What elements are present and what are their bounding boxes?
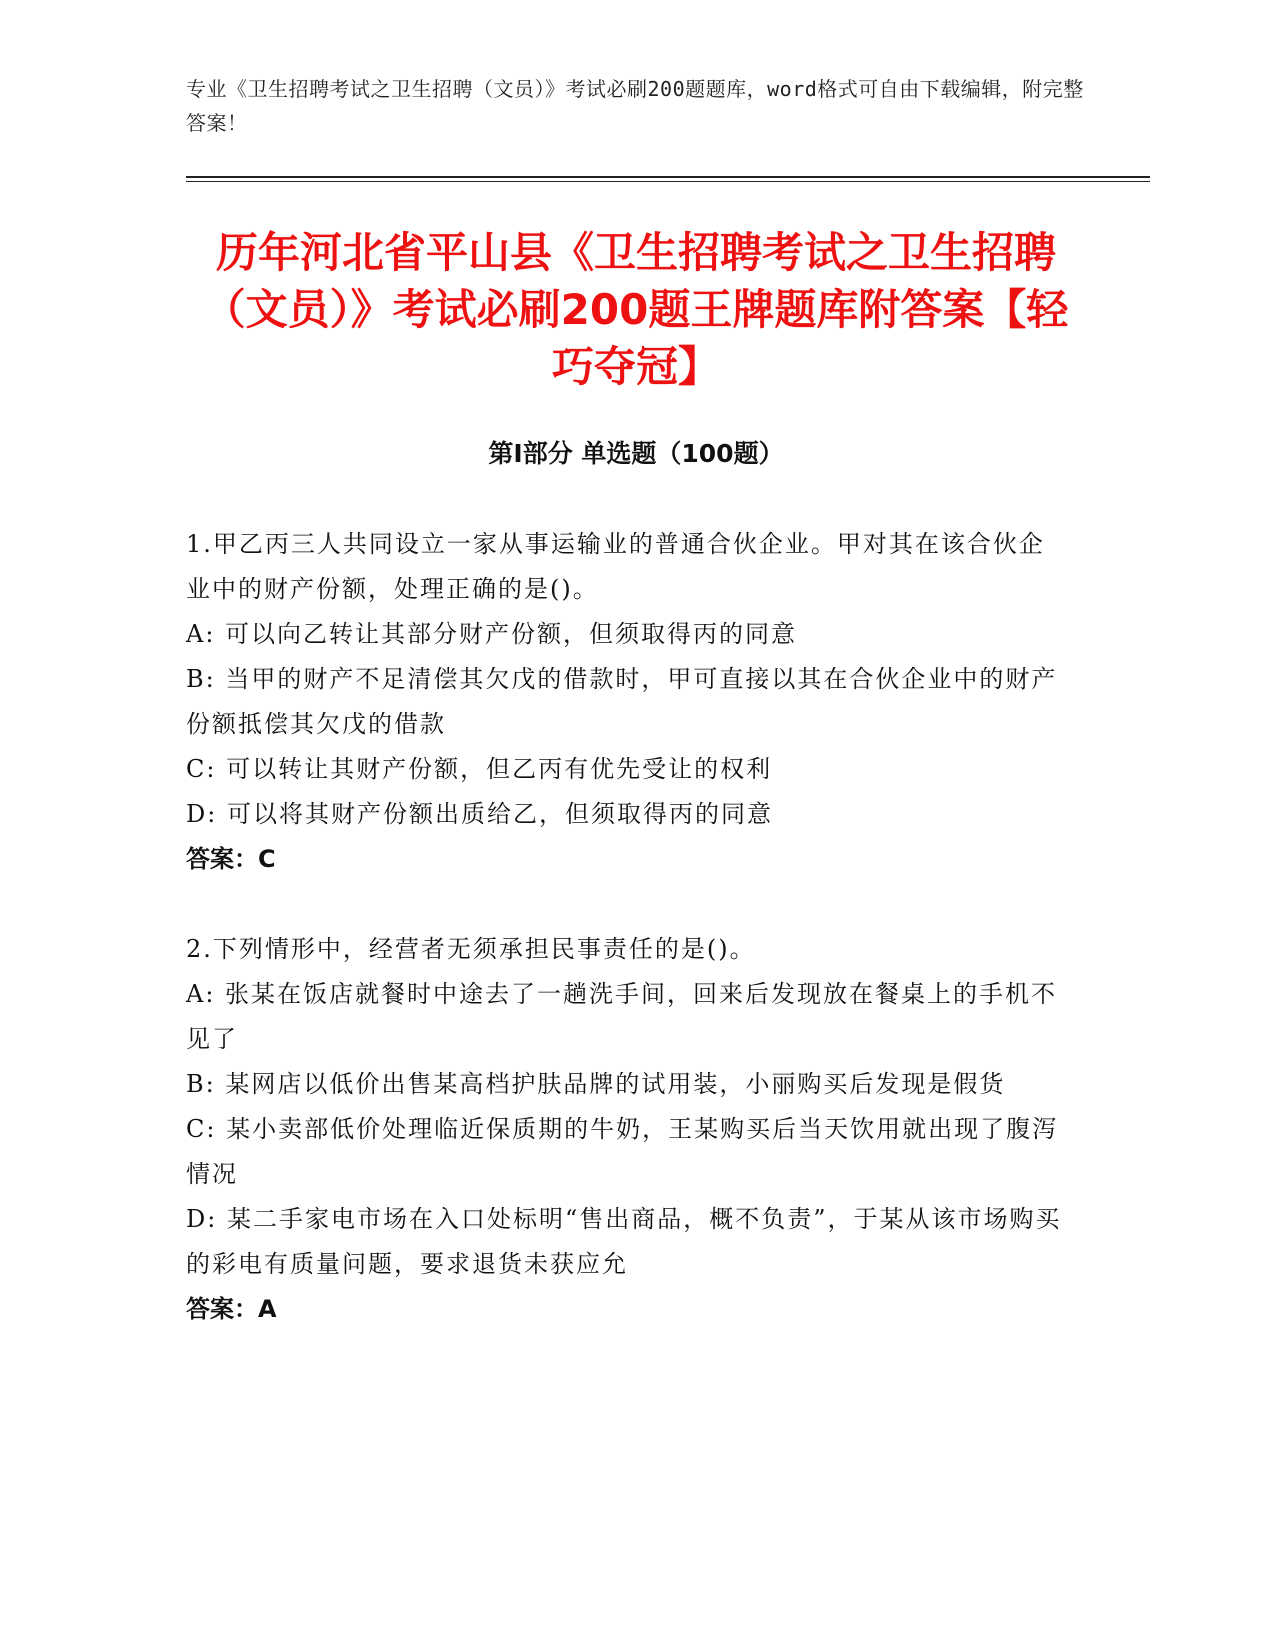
answer: 答案：A	[186, 1295, 277, 1323]
document-title: 历年河北省平山县《卫生招聘考试之卫生招聘（文员）》考试必刷200题王牌题库附答案【轻巧夺冠】	[203, 228, 1069, 391]
section-title: 第I部分 单选题（100题）	[488, 439, 784, 468]
header-divider-thin	[186, 181, 1150, 182]
option-a: A: 张某在饭店就餐时中途去了一趟洗手间，回来后发现放在餐桌上的手机不见了	[186, 980, 1058, 1053]
option-d: D: 可以将其财产份额出质给乙，但须取得丙的同意	[186, 800, 773, 828]
option-a: A: 可以向乙转让其部分财产份额，但须取得丙的同意	[186, 620, 798, 648]
option-b: B: 某网店以低价出售某高档护肤品牌的试用装，小丽购买后发现是假货	[186, 1070, 1006, 1098]
option-b: B: 当甲的财产不足清偿其欠戊的借款时，甲可直接以其在合伙企业中的财产份额抵偿其欠戊的借款	[186, 665, 1058, 738]
option-c: C: 某小卖部低价处理临近保质期的牛奶，王某购买后当天饮用就出现了腹泻情况	[186, 1115, 1059, 1188]
question-1	[186, 522, 1066, 882]
option-c: C: 可以转让其财产份额，但乙丙有优先受让的权利	[186, 755, 773, 783]
question-stem: 1.甲乙丙三人共同设立一家从事运输业的普通合伙企业。甲对其在该合伙企业中的财产份额，处理正确的是()。	[186, 530, 1045, 603]
question-stem: 2.下列情形中，经营者无须承担民事责任的是()。	[186, 935, 756, 963]
header-divider-thick	[186, 176, 1150, 178]
header-note: 专业《卫生招聘考试之卫生招聘（文员）》考试必刷200题题库，word格式可自由下载编辑，附完整答案！	[186, 77, 1084, 135]
question-list	[186, 522, 1066, 1377]
question-2	[186, 927, 1066, 1332]
answer: 答案：C	[186, 845, 276, 873]
option-d: D: 某二手家电市场在入口处标明“售出商品，概不负责”，于某从该市场购买的彩电有质量问题，要求退货未获应允	[186, 1205, 1062, 1278]
